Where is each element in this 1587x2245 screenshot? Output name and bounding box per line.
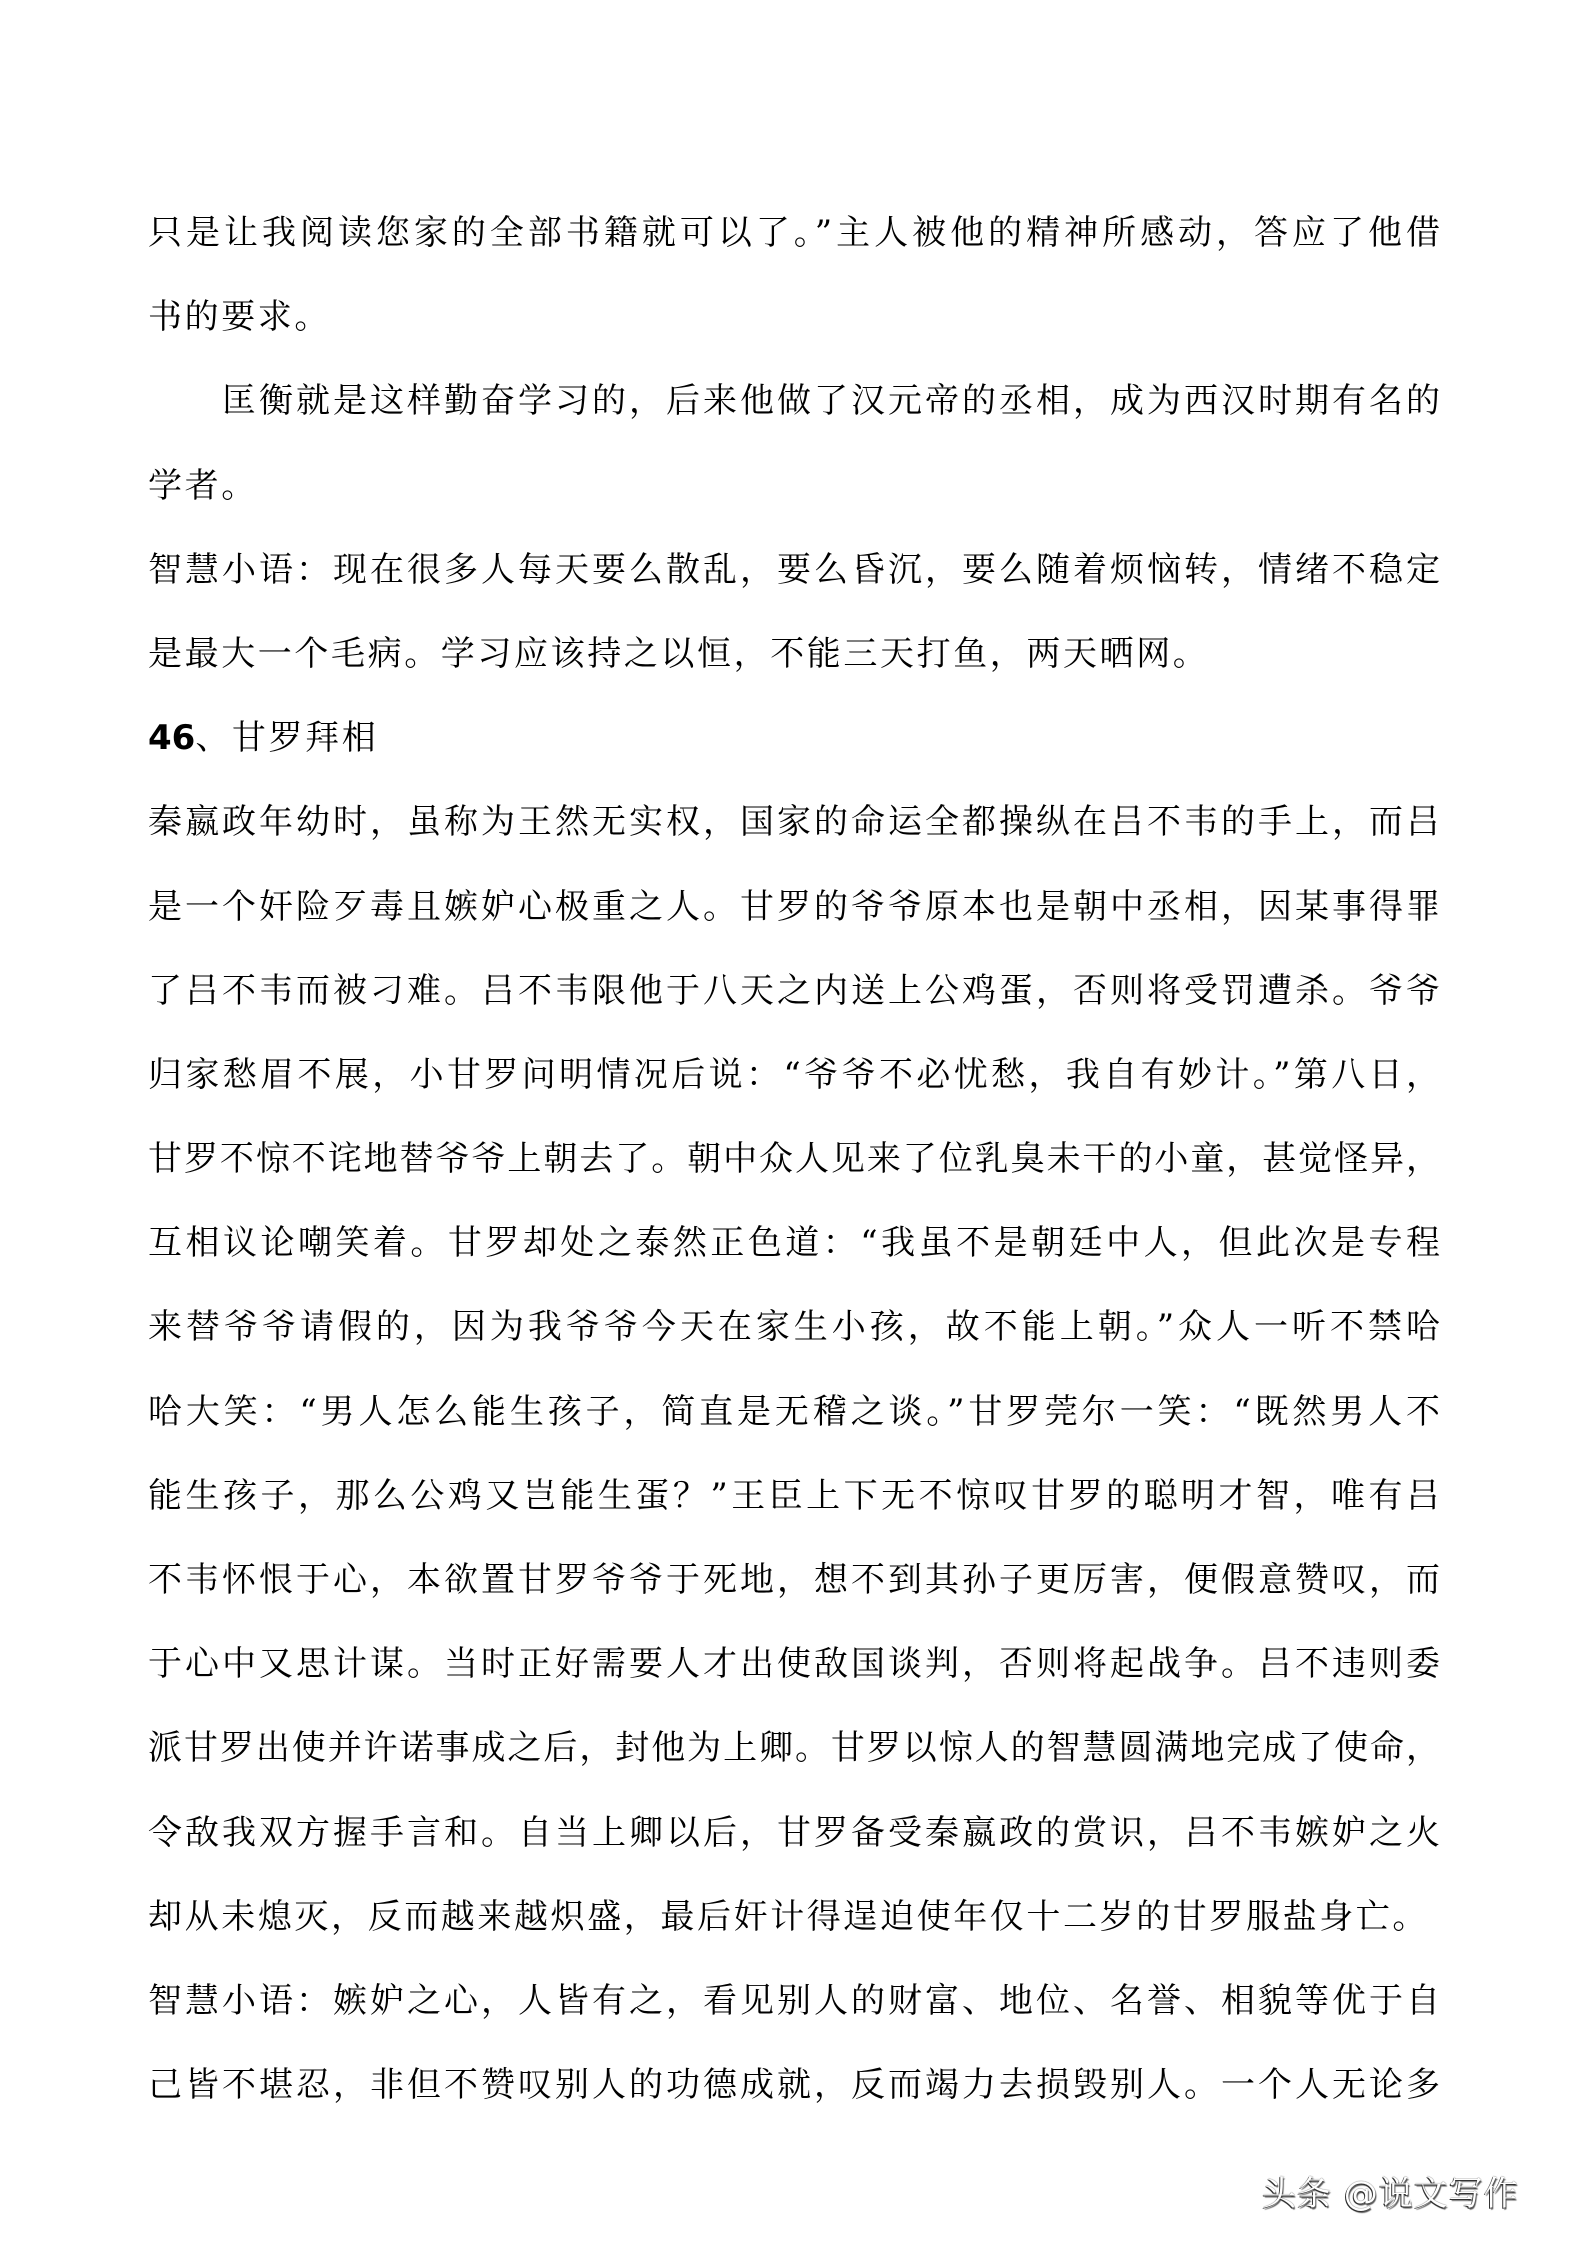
section-number: 46	[148, 718, 196, 759]
wisdom-note-line: 己皆不堪忍，非但不赞叹别人的功德成就，反而竭力去损毁别人。一个人无论多	[148, 2065, 1440, 2106]
text-line: 匡衡就是这样勤奋学习的，后来他做了汉元帝的丞相，成为西汉时期有名的	[222, 381, 1440, 422]
text-line: 学者。	[148, 465, 258, 506]
text-line: 令敌我双方握手言和。自当上卿以后，甘罗备受秦嬴政的赏识，吕不韦嫉妒之火	[148, 1812, 1440, 1853]
text-line: 互相议论嘲笑着。甘罗却处之泰然正色道：“我虽不是朝廷中人，但此次是专程	[148, 1223, 1440, 1264]
document-page	[148, 191, 1440, 2127]
text-line: 书的要求。	[148, 297, 331, 338]
text-line: 于心中又思计谋。当时正好需要人才出使敌国谈判，否则将起战争。吕不违则委	[148, 1644, 1440, 1685]
section-heading	[148, 696, 1440, 780]
section-title: 、甘罗拜相	[195, 718, 379, 759]
text-line: 不韦怀恨于心，本欲置甘罗爷爷于死地，想不到其孙子更厉害，便假意赞叹，而	[148, 1560, 1440, 1600]
text-line: 哈大笑：“男人怎么能生孩子，简直是无稽之谈。”甘罗莞尔一笑：“既然男人不	[148, 1391, 1440, 1432]
wisdom-note-line: 是最大一个毛病。学习应该持之以恒，不能三天打鱼，两天晒网。	[148, 633, 1210, 674]
text-line: 了吕不韦而被刁难。吕不韦限他于八天之内送上公鸡蛋，否则将受罚遭杀。爷爷	[148, 970, 1440, 1011]
text-line: 秦嬴政年幼时，虽称为王然无实权，国家的命运全都操纵在吕不韦的手上，而吕	[148, 802, 1440, 843]
wisdom-note-line: 智慧小语：嫉妒之心，人皆有之，看见别人的财富、地位、名誉、相貌等优于自	[148, 1980, 1440, 2021]
text-line: 是一个奸险歹毒且嫉妒心极重之人。甘罗的爷爷原本也是朝中丞相，因某事得罪	[148, 886, 1440, 927]
text-line: 只是让我阅读您家的全部书籍就可以了。”主人被他的精神所感动，答应了他借	[148, 213, 1440, 253]
text-line: 归家愁眉不展，小甘罗问明情况后说：“爷爷不必忧愁，我自有妙计。”第八日，	[148, 1054, 1440, 1095]
text-line: 甘罗不惊不诧地替爷爷上朝去了。朝中众人见来了位乳臭未干的小童，甚觉怪异，	[148, 1139, 1440, 1180]
text-line: 来替爷爷请假的，因为我爷爷今天在家生小孩，故不能上朝。”众人一听不禁哈	[148, 1307, 1440, 1348]
wisdom-note-line: 智慧小语：现在很多人每天要么散乱，要么昏沉，要么随着烦恼转，情绪不稳定	[148, 549, 1440, 590]
text-line: 却从未熄灭，反而越来越炽盛，最后奸计得逞迫使年仅十二岁的甘罗服盐身亡。	[148, 1896, 1429, 1937]
watermark: 头条 @说文写作	[1262, 2174, 1519, 2214]
text-line: 能生孩子，那么公鸡又岂能生蛋？”王臣上下无不惊叹甘罗的聪明才智，唯有吕	[148, 1475, 1440, 1516]
text-line: 派甘罗出使并许诺事成之后，封他为上卿。甘罗以惊人的智慧圆满地完成了使命，	[148, 1728, 1440, 1769]
